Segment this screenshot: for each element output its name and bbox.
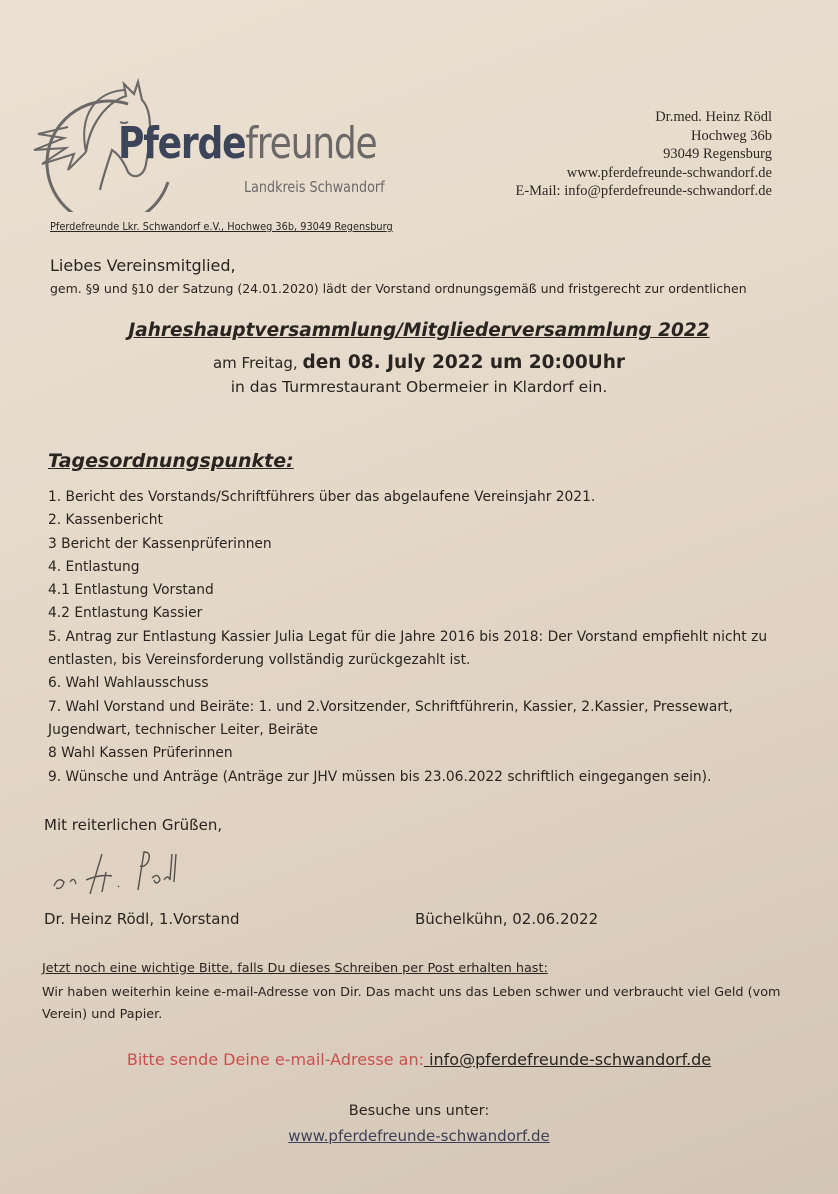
agenda-item: 1. Bericht des Vorstands/Schriftführers über das abgelaufene Vereinsjahr 2021. — [48, 489, 596, 505]
sender-street: Hochweg 36b — [691, 127, 772, 144]
brand-part-2: freunde — [245, 118, 377, 169]
agenda-item: 6. Wahl Wahlausschuss — [48, 675, 209, 692]
agenda-heading: Tagesordnungspunkte: — [48, 450, 294, 472]
email-request — [0, 1050, 838, 1069]
agenda-item: 8 Wahl Kassen Prüferinnen — [48, 745, 233, 762]
sender-email: E-Mail: info@pferdefreunde-schwandorf.de — [515, 183, 772, 199]
date-prefix: am Freitag, — [212, 354, 298, 372]
closing: Mit reiterlichen Grüßen, — [44, 816, 223, 834]
intro-text: gem. §9 und §10 der Satzung (24.01.2020) lädt der Vorstand ordnungsgemäß und fristgerecht zur ordentlichen — [50, 281, 747, 296]
plea-heading: Jetzt noch eine wichtige Bitte, falls Du dieses Schreiben per Post erhalten hast: — [42, 961, 548, 976]
sender-name: Dr.med. Heinz Rödl — [655, 109, 772, 125]
visit-text: Besuche uns unter: — [348, 1103, 490, 1119]
agenda-item: 9. Wünsche und Anträge (Anträge zur JHV müssen bis 23.06.2022 schriftlich eingegangen sein). — [48, 768, 712, 785]
agenda-item: 7. Wahl Vorstand und Beiräte: 1. und 2.Vorsitzender, Schriftführerin, Kassier, 2.Kassier, Pressewart, Jugendwart, technischer Leiter, Beiräte — [48, 698, 733, 738]
email-link[interactable]: info@pferdefreunde-schwandorf.de — [423, 1050, 712, 1069]
email-request-text: Bitte sende Deine e-mail-Adresse an: — [126, 1050, 424, 1069]
date-main: den 08. July 2022 um 20:00Uhr — [302, 352, 626, 373]
brand-part-1: Pferde — [118, 118, 246, 169]
website-link[interactable]: www.pferdefreunde-schwandorf.de — [288, 1127, 550, 1145]
brand-subtitle: Landkreis Schwandorf — [244, 178, 385, 196]
plea-text: Wir haben weiterhin keine e-mail-Adresse von Dir. Das macht uns das Leben schwer und verbraucht viel Geld (vom Verein) und Papier. — [42, 985, 781, 1022]
agenda-item: 4.2 Entlastung Kassier — [48, 605, 203, 622]
return-address: Pferdefreunde Lkr. Schwandorf e.V., Hochweg 36b, 93049 Regensburg — [50, 221, 393, 233]
agenda-item: 5. Antrag zur Entlastung Kassier Julia Legat für die Jahre 2016 bis 2018: Der Vorstand empfiehlt nicht zu entlasten, bis Vereinsforderung vollständig zurückgezahlt ist. — [48, 628, 768, 669]
meeting-title: Jahreshauptversammlung/Mitgliederversammlung 2022 — [128, 320, 710, 341]
sender-city: 93049 Regensburg — [663, 146, 772, 162]
brand-name — [118, 118, 377, 169]
signature — [46, 842, 206, 902]
meeting-date — [0, 352, 838, 373]
agenda-item: 3 Bericht der Kassenprüferinnen — [48, 535, 272, 552]
agenda-item: 2. Kassenbericht — [48, 512, 163, 529]
greeting: Liebes Vereinsmitglied, — [50, 256, 236, 275]
sender-block — [515, 108, 772, 201]
place-date: Büchelkühn, 02.06.2022 — [415, 910, 599, 928]
agenda-list — [48, 486, 808, 789]
meeting-location: in das Turmrestaurant Obermeier in Klardorf ein. — [230, 378, 608, 396]
agenda-item: 4.1 Entlastung Vorstand — [48, 582, 214, 599]
sender-website: www.pferdefreunde-schwandorf.de — [566, 164, 772, 181]
agenda-item: 4. Entlastung — [48, 558, 140, 575]
signer-name: Dr. Heinz Rödl, 1.Vorstand — [44, 910, 240, 928]
